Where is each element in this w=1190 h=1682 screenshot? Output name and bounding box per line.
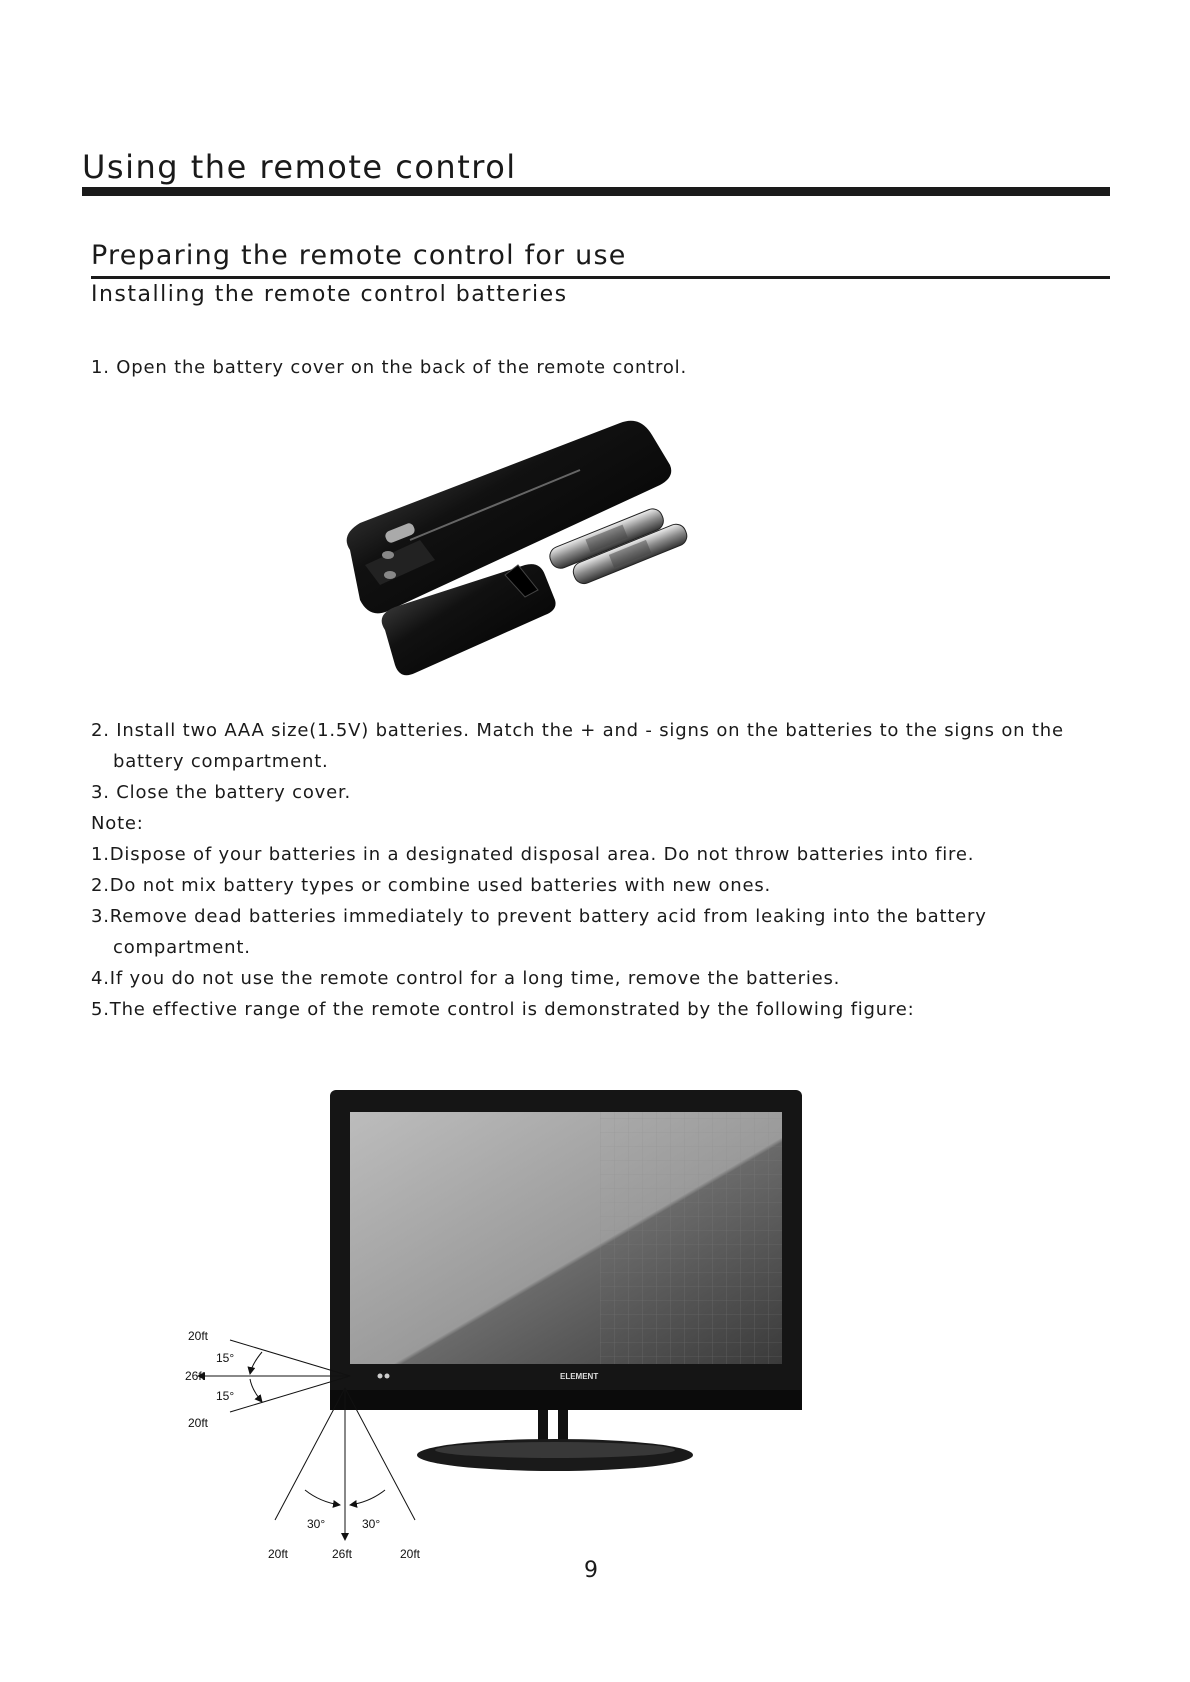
side-top-angle: 15°: [216, 1351, 235, 1365]
step-2-continued: battery compartment.: [113, 751, 329, 772]
bottom-range-lines: [275, 1388, 415, 1540]
page-heading: Using the remote control: [82, 148, 517, 186]
step-1: 1. Open the battery cover on the back of the remote control.: [91, 357, 687, 378]
tv-set: [330, 1090, 802, 1471]
tv-brand-logo: ELEMENT: [560, 1372, 599, 1381]
remote-batteries-illustration: [340, 415, 740, 735]
remote-range-figure: [180, 1090, 820, 1560]
subsection-title: Installing the remote control batteries: [91, 282, 568, 307]
note-3: 3.Remove dead batteries immediately to prevent battery acid from leaking into the battery: [91, 906, 987, 927]
bottom-center-distance: 26ft: [332, 1547, 353, 1560]
note-2: 2.Do not mix battery types or combine used batteries with new ones.: [91, 875, 772, 896]
bottom-right-distance: 20ft: [400, 1547, 421, 1560]
section-title: Preparing the remote control for use: [91, 240, 627, 271]
step-3: 3. Close the battery cover.: [91, 782, 352, 803]
side-bottom-angle: 15°: [216, 1389, 235, 1403]
note-1: 1.Dispose of your batteries in a designated disposal area. Do not throw batteries into fire.: [91, 844, 975, 865]
note-5: 5.The effective range of the remote control is demonstrated by the following figure:: [91, 999, 915, 1020]
note-label: Note:: [91, 813, 144, 834]
bottom-left-distance: 20ft: [268, 1547, 289, 1560]
step-2: 2. Install two AAA size(1.5V) batteries. Match the + and - signs on the batteries to the signs on the: [91, 720, 1064, 741]
bottom-right-angle: 30°: [362, 1517, 381, 1531]
page-number: 9: [584, 1558, 598, 1583]
note-3-continued: compartment.: [113, 937, 251, 958]
note-4: 4.If you do not use the remote control for a long time, remove the batteries.: [91, 968, 841, 989]
heading-rule: [82, 187, 1110, 196]
section-rule: [91, 276, 1110, 279]
side-top-distance: 20ft: [188, 1329, 209, 1343]
side-center-distance: 26ft: [185, 1369, 206, 1383]
bottom-left-angle: 30°: [307, 1517, 326, 1531]
side-bottom-distance: 20ft: [188, 1416, 209, 1430]
